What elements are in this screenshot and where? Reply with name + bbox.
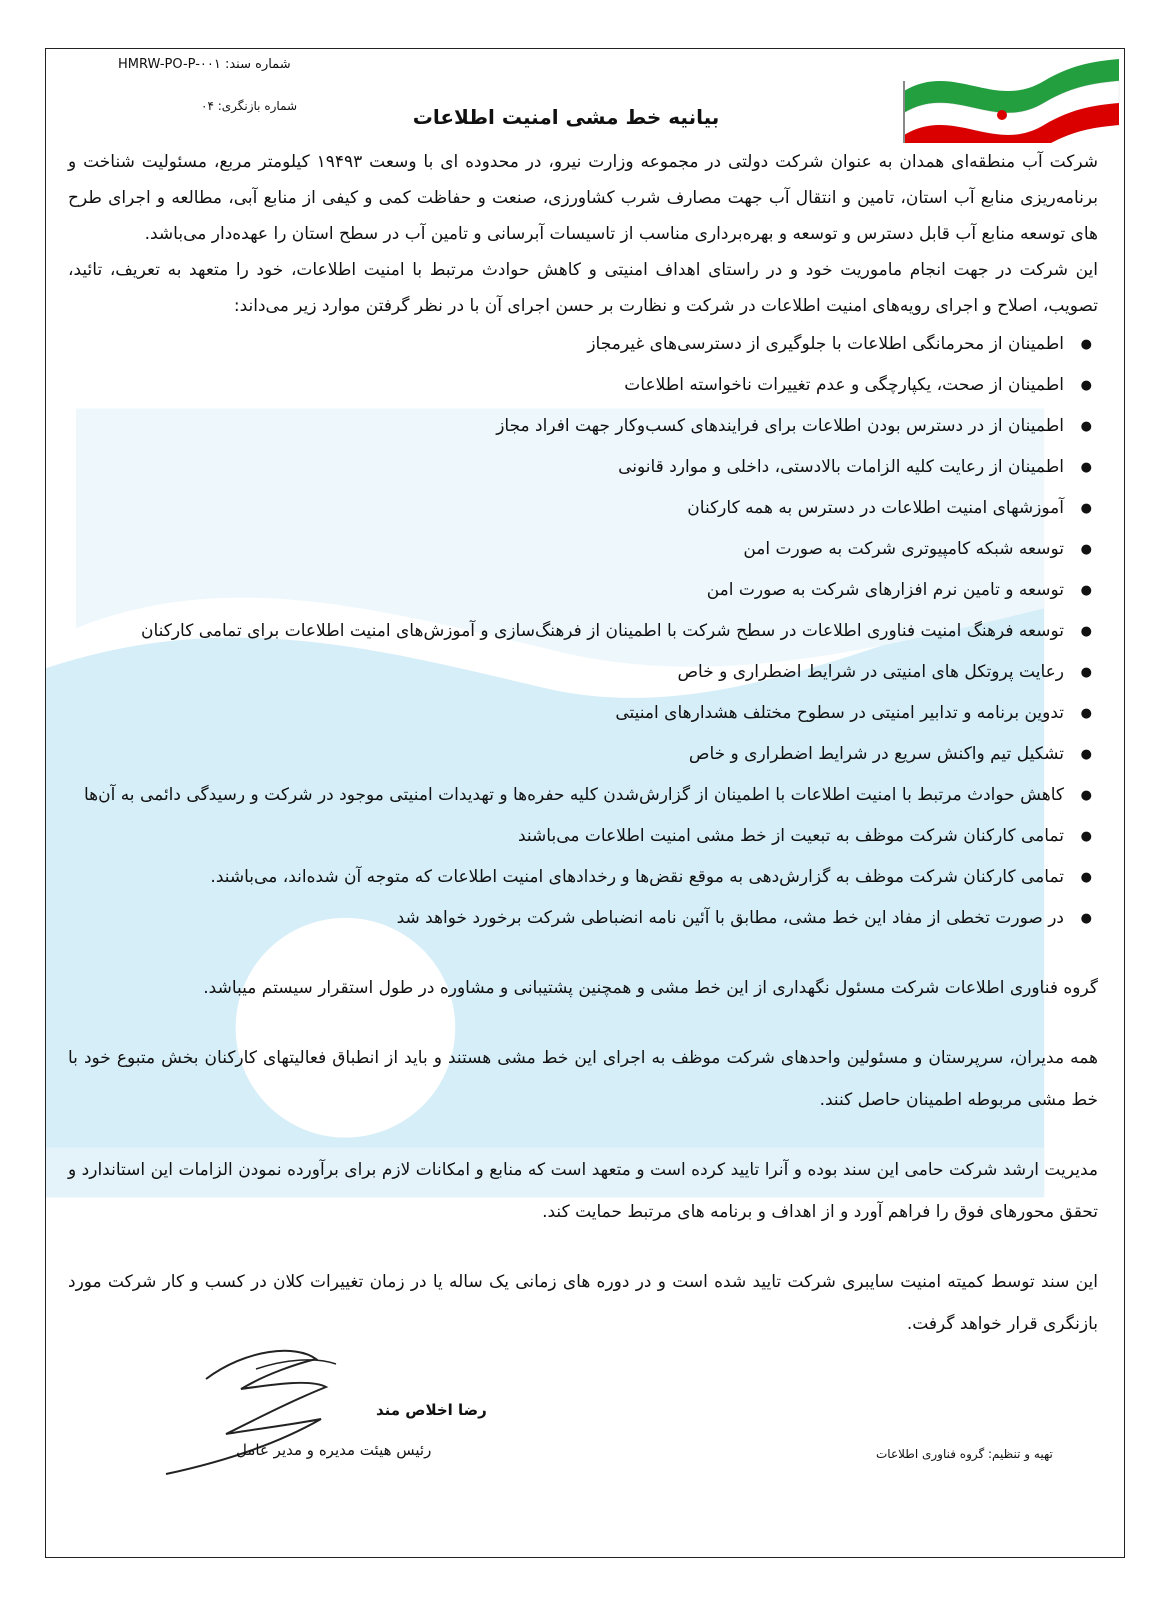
list-item: ● رعایت پروتکل های امنیتی در شرایط اضطراری و خاص [68, 652, 1070, 693]
it-group-paragraph: گروه فناوری اطلاعات شرکت مسئول نگهداری از این خط مشی و همچنین پشتیبانی و مشاوره در طول استقرار سیستم میباشد. [203, 978, 1098, 998]
list-item: ● تشکیل تیم واکنش سریع در شرایط اضطراری و خاص [68, 734, 1070, 775]
policy-body [68, 144, 1098, 1345]
intro-paragraph-2: این شرکت در جهت انجام ماموریت خود و در راستای اهداف امنیتی و کاهش حوادث مرتبط با امنیت اطلاعات، خود را متعهد به تعریف، تائید، تصویب، اصلاح و اجرای رویه‌های امنیت اطلاعات در شرکت و نظارت بر حسن اجرای آن با در نظر گرفتن موارد زیر می‌داند: [68, 260, 1098, 316]
list-item: ● در صورت تخطی از مفاد این خط مشی، مطابق با آئین نامه انضباطی شرکت برخورد خواهد شد [68, 898, 1070, 939]
list-item: ● تمامی کارکنان شرکت موظف به گزارش‌دهی به موقع نقض‌ها و رخدادهای امنیت اطلاعات که متوجه آن شده‌اند، می‌باشند. [68, 857, 1070, 898]
list-item: ● آموزشهای امنیت اطلاعات در دسترس به همه کارکنان [68, 488, 1070, 529]
intro-paragraph-1: شرکت آب منطقه‌ای همدان به عنوان شرکت دولتی در مجموعه وزارت نیرو، در محدوده ای با وسعت ۱۹۴۹۳ کیلومتر مربع، مسئولیت شناخت و برنامه‌ریزی منابع آب استان، تامین و انتقال آب جهت مصارف شرب کشاورزی، صنعت و حفاظت کمی و کیفی از منابع آبی، مطالعه و اجرای طرح های توسعه منابع آب قابل دسترس و توسعه و بهره‌برداری مناسب از تاسیسات آبرسانی و تامین آب در سطح استان را عهده‌دار می‌باشد. [68, 152, 1099, 244]
list-item: ● اطمینان از رعایت کلیه الزامات بالادستی، داخلی و موارد قانونی [68, 447, 1070, 488]
revision-number: شماره بازنگری: ۰۴ [201, 99, 298, 113]
review-paragraph: این سند توسط کمیته امنیت سایبری شرکت تایید شده است و در دوره های زمانی یک ساله یا در زمان تغییرات کلان در کسب و کار شرکت مورد بازنگری قرار خواهد گرفت. [68, 1272, 1098, 1334]
list-item: ● توسعه و تامین نرم افزارهای شرکت به صورت امن [68, 570, 1070, 611]
document-number: شماره سند: HMRW-PO-P-۰۰۱ [118, 57, 291, 72]
list-item: ● تمامی کارکنان شرکت موظف به تبعیت از خط مشی امنیت اطلاعات می‌باشند [68, 816, 1070, 857]
list-item: ● توسعه شبکه کامپیوتری شرکت به صورت امن [68, 529, 1070, 570]
list-item: ● توسعه فرهنگ امنیت فناوری اطلاعات در سطح شرکت با اطمینان از فرهنگ‌سازی و آموزش‌های امنیت اطلاعات برای تمامی کارکنان [68, 611, 1070, 652]
document-frame [45, 48, 1125, 1558]
prepared-by: تهیه و تنظیم: گروه فناوری اطلاعات [876, 1447, 1053, 1461]
iran-flag-icon [884, 51, 1124, 143]
managers-paragraph: همه مدیران، سرپرستان و مسئولین واحدهای شرکت موظف به اجرای این خط مشی هستند و باید از انطباق فعالیتهای کارکنان بخش متبوع خود با خط مشی مربوطه اطمینان حاصل کنند. [68, 1048, 1098, 1110]
list-item: ● تدوین برنامه و تدابیر امنیتی در سطوح مختلف هشدارهای امنیتی [68, 693, 1070, 734]
list-item: ● کاهش حوادث مرتبط با امنیت اطلاعات با اطمینان از گزارش‌شدن کلیه حفره‌ها و تهدیدات امنیتی موجود در شرکت و رسیدگی دائمی به آن‌ها [68, 775, 1070, 816]
signer-title: رئیس هیئت مدیره و مدیر عامل [236, 1441, 432, 1459]
signer-name: رضا اخلاص مند [376, 1401, 487, 1419]
list-item: ● اطمینان از صحت، یکپارچگی و عدم تغییرات ناخواسته اطلاعات [68, 365, 1070, 406]
policy-bullet-list [68, 324, 1098, 939]
page-title: بیانیه خط مشی امنیت اطلاعات [412, 105, 720, 129]
senior-management-paragraph: مدیریت ارشد شرکت حامی این سند بوده و آنرا تایید کرده است و متعهد است که منابع و امکانات لازم برای برآورده نمودن الزامات این استاندارد و تحقق محورهای فوق را فراهم آورد و از اهداف و برنامه های مرتبط حمایت کند. [68, 1160, 1098, 1222]
list-item: ● اطمینان از در دسترس بودن اطلاعات برای فرایندهای کسب‌وکار جهت افراد مجاز [68, 406, 1070, 447]
list-item: ● اطمینان از محرمانگی اطلاعات با جلوگیری از دسترسی‌های غیرمجاز [68, 324, 1070, 365]
